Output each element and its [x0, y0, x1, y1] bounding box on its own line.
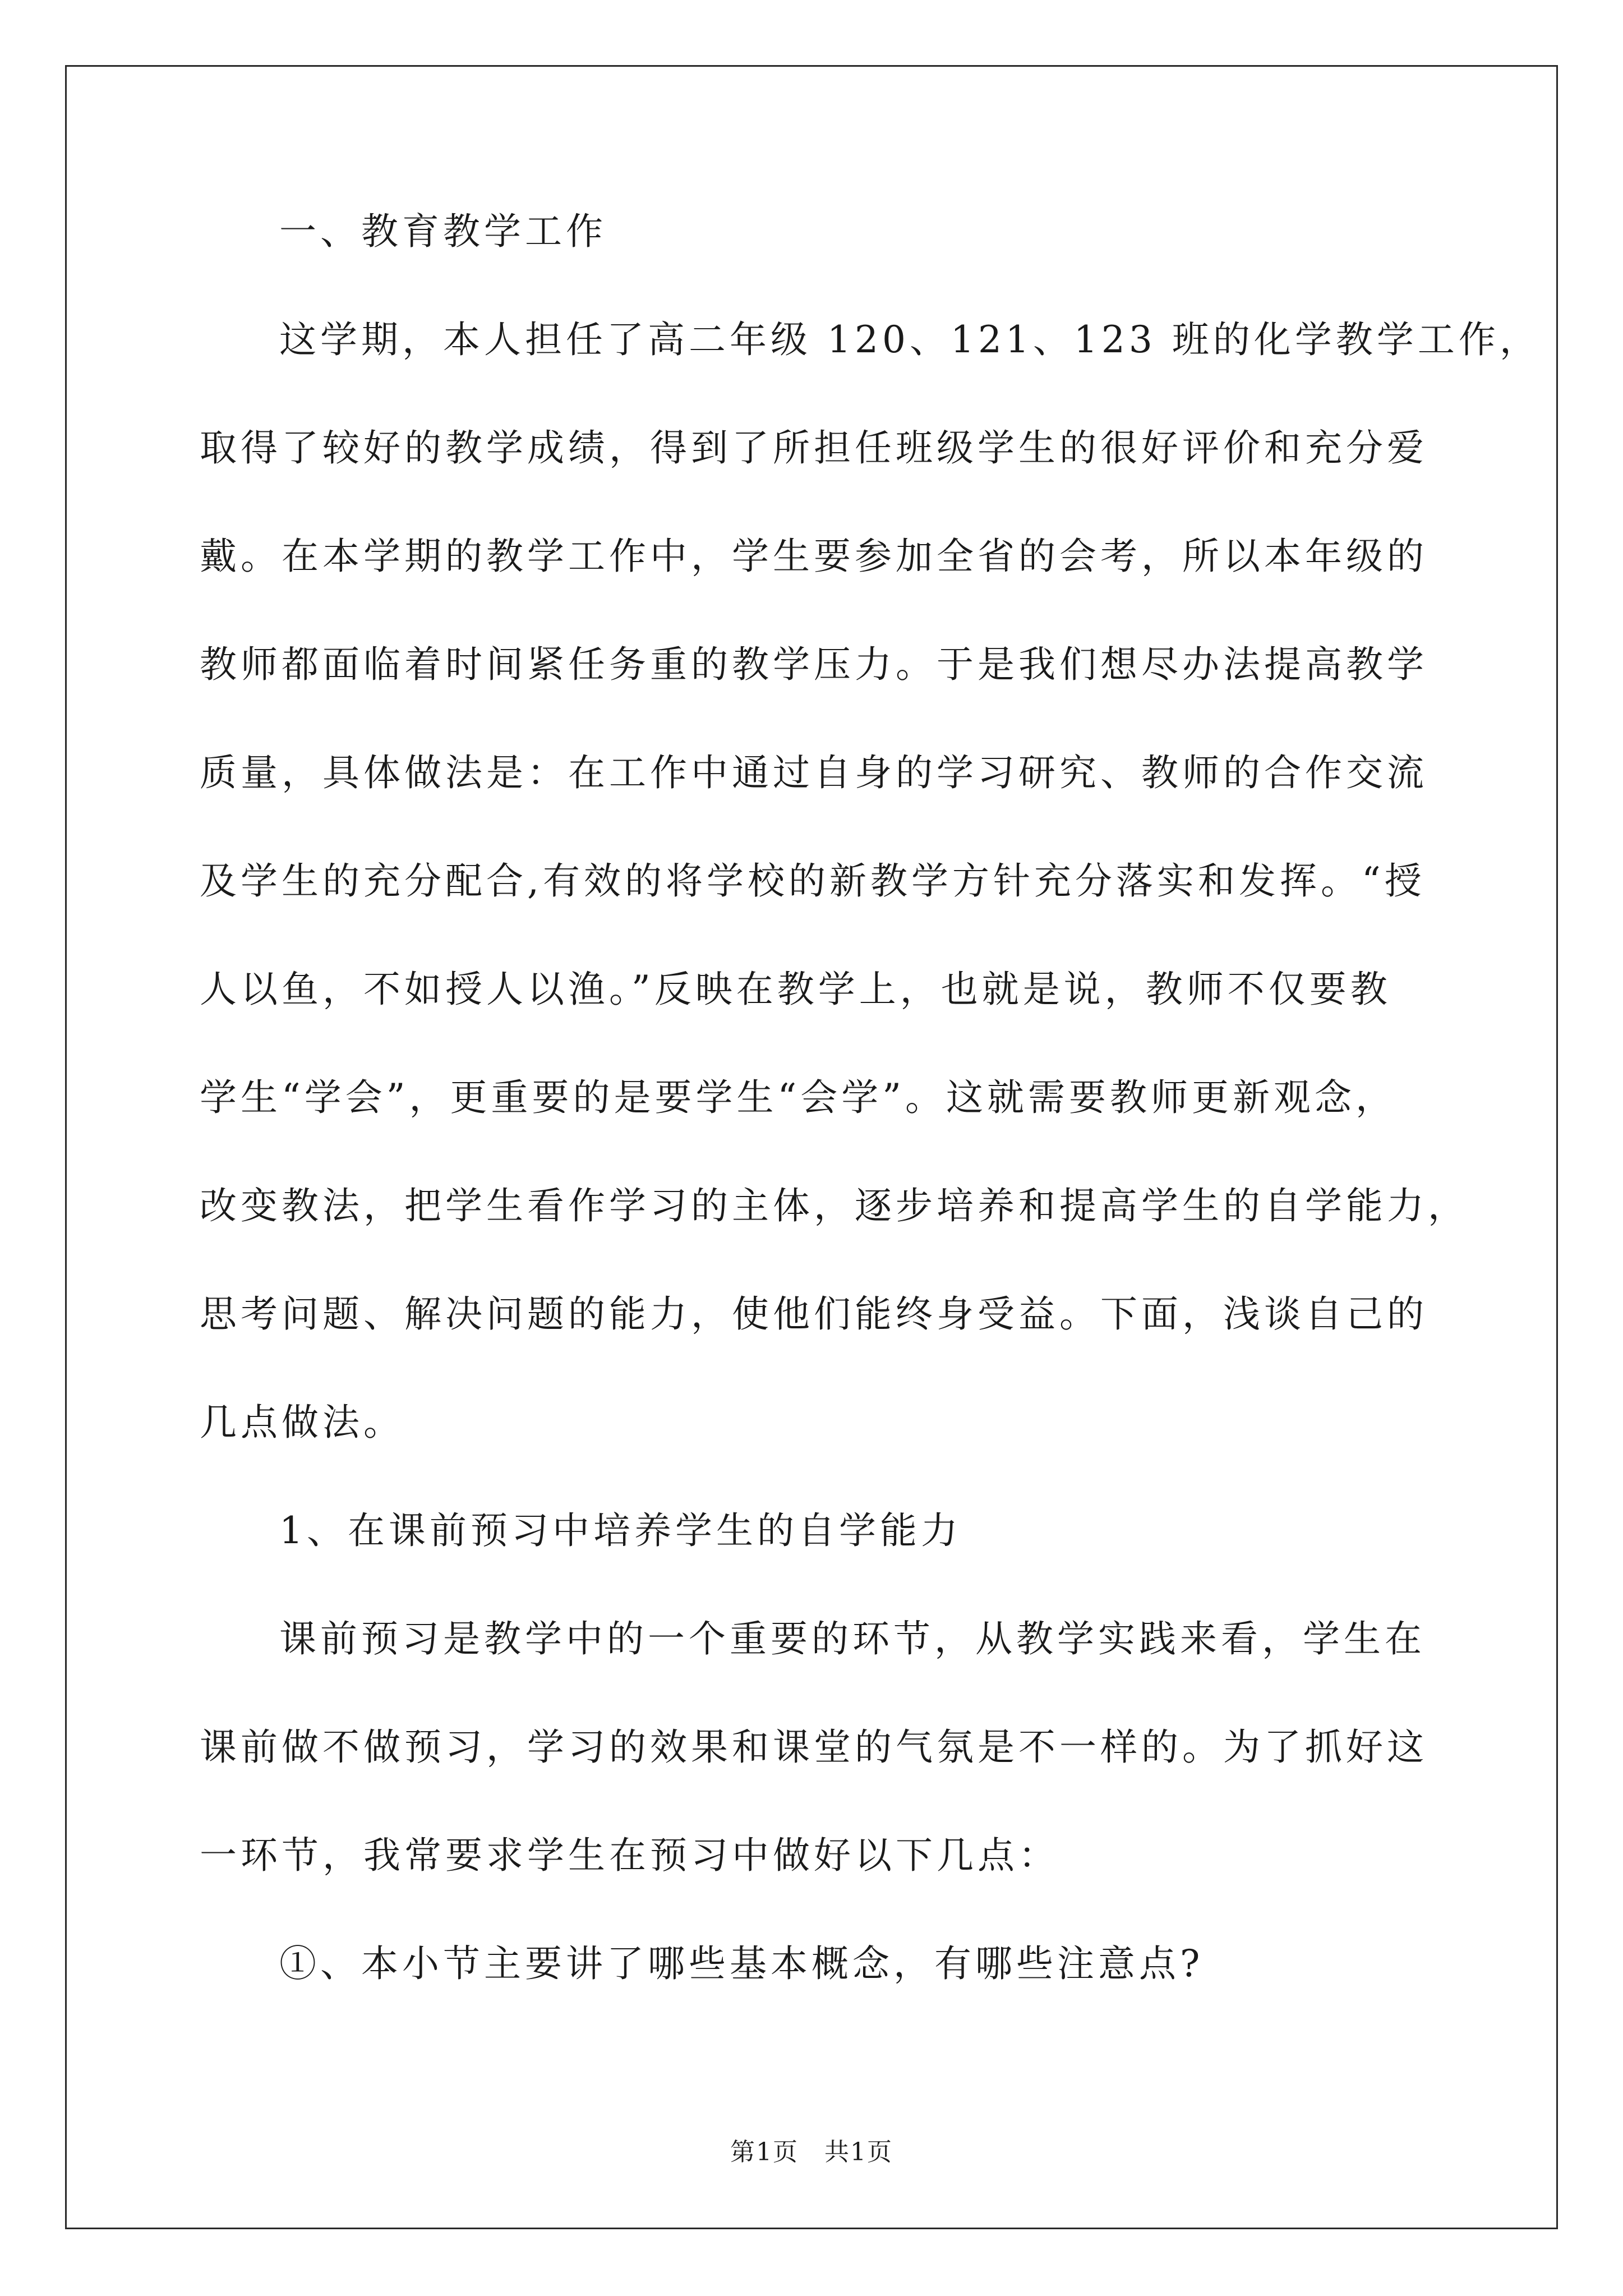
paragraph-line: 思考问题、解决问题的能力，使他们能终身受益。下面，浅谈自己的	[200, 1292, 1428, 1336]
list-item: ①、本小节主要讲了哪些基本概念，有哪些注意点?	[279, 1942, 1204, 1985]
paragraph-line: 这学期，本人担任了高二年级 120、121、123 班的化学教学工作，	[279, 318, 1541, 361]
page-number: 第1页 共1页	[730, 2138, 893, 2166]
paragraph-line: 质量，具体做法是：在工作中通过自身的学习研究、教师的合作交流	[200, 751, 1428, 794]
section-heading: 一、教育教学工作	[279, 210, 607, 253]
paragraph-line: 教师都面临着时间紧任务重的教学压力。于是我们想尽办法提高教学	[200, 643, 1428, 686]
paragraph-line: 及学生的充分配合,有效的将学校的新教学方针充分落实和发挥。“授	[200, 859, 1426, 903]
paragraph-line: 一环节，我常要求学生在预习中做好以下几点：	[200, 1834, 1059, 1877]
paragraph-line: 取得了较好的教学成绩，得到了所担任班级学生的很好评价和充分爱	[200, 426, 1428, 470]
paragraph-line: 课前预习是教学中的一个重要的环节，从教学实践来看，学生在	[279, 1617, 1426, 1660]
paragraph-line: 课前做不做预习，学习的效果和课堂的气氛是不一样的。为了抓好这	[200, 1726, 1428, 1769]
paragraph-line: 改变教法，把学生看作学习的主体，逐步培养和提高学生的自学能力，	[200, 1184, 1469, 1227]
paragraph-line: 人以鱼，不如授人以渔。”反映在教学上，也就是说，教师不仅要教	[200, 968, 1391, 1011]
paragraph-line: 学生“学会”，更重要的是要学生“会学”。这就需要教师更新观念，	[200, 1076, 1396, 1119]
subsection-heading: 1、在课前预习中培养学生的自学能力	[279, 1509, 962, 1552]
paragraph-line: 几点做法。	[200, 1401, 404, 1444]
page-border	[65, 65, 1558, 2229]
paragraph-line: 戴。在本学期的教学工作中，学生要参加全省的会考，所以本年级的	[200, 535, 1428, 578]
